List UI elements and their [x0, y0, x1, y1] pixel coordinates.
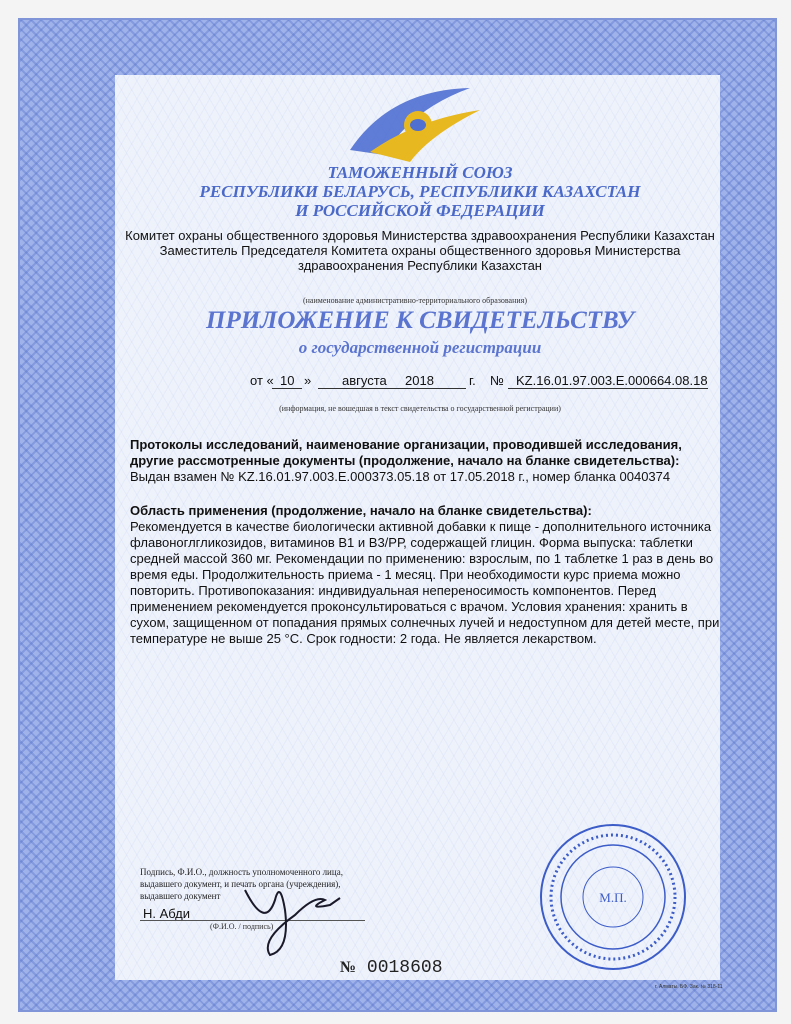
signature-text-1: Подпись, Ф.И.О., должность уполномоченного лица, [140, 867, 343, 877]
scope-line: повторить. Противопоказания: индивидуальная непереносимость компонентов. Перед [130, 583, 657, 598]
scope-line: средней массой 360 мг. Рекомендации по применению: взрослым, по 1 таблетке 1 раз в день во [130, 551, 714, 566]
number-label: № [490, 373, 504, 388]
signature-text-2: выдавшего документ, и печать органа (учреждения), [140, 879, 341, 889]
authority-line-1: Комитет охраны общественного здоровья Министерства здравоохранения Республики Казахстан [125, 228, 715, 243]
union-line-2: РЕСПУБЛИКИ БЕЛАРУСЬ, РЕСПУБЛИКИ КАЗАХСТАН [199, 182, 641, 201]
scope-section [130, 503, 720, 647]
scope-line: применением рекомендуется проконсультироваться с врачом. Условия хранения: хранить в [130, 599, 688, 614]
certificate-number: KZ.16.01.97.003.E.000664.08.18 [516, 373, 708, 388]
date-month: августа [342, 373, 387, 388]
union-line-1: ТАМОЖЕННЫЙ СОЮЗ [327, 163, 513, 182]
scope-line: флавоноглгликозидов, витаминов В1 и В3/РР, содержащей глицин. Форма выпуска: таблетки [130, 535, 693, 550]
scope-line: температуре не выше 25 °С. Срок годности: 2 года. Не является лекарством. [130, 631, 597, 646]
blank-number [340, 958, 443, 978]
day-underline [272, 388, 302, 389]
date-from-label: от « [250, 373, 274, 388]
print-info: г. Алматы. БФ. Зак. № 318-11 [655, 984, 723, 990]
signature-label: (Ф.И.О. / подпись) [210, 922, 274, 931]
signature-text-3: выдавшего документ [140, 891, 221, 901]
authority-caption: (наименование административно-территориального образования) [302, 296, 527, 305]
customs-union-emblem [330, 80, 490, 170]
signer-name: Н. Абди [143, 906, 190, 921]
protocols-heading-2: другие рассмотренные документы (продолжение, начало на бланке свидетельства): [130, 453, 680, 468]
protocols-text: Выдан взамен № KZ.16.01.97.003.E.000373.05.18 от 17.05.2018 г., номер бланка 0040374 [130, 469, 671, 484]
date-caption: (информация, не вошедшая в текст свидетельства о государственной регистрации) [279, 404, 561, 413]
number-underline [508, 388, 708, 389]
date-day: 10 [280, 373, 295, 388]
authority-line-3: здравоохранения Республики Казахстан [298, 258, 542, 273]
month-year-underline [318, 388, 466, 389]
protocols-heading-1: Протоколы исследований, наименование организации, проводившей исследования, [130, 437, 682, 452]
authority-line-2: Заместитель Председателя Комитета охраны общественного здоровья Министерства [159, 243, 681, 258]
seal-center-text: М.П. [599, 890, 627, 905]
official-seal [538, 822, 688, 972]
scope-heading: Область применения (продолжение, начало на бланке свидетельства): [130, 503, 592, 518]
document-title: ПРИЛОЖЕНИЕ К СВИДЕТЕЛЬСТВУ [206, 307, 634, 334]
blank-number-label: № [340, 959, 357, 976]
blank-number-value: 0018608 [366, 958, 443, 978]
date-year: 2018 [405, 373, 434, 388]
scope-line: время еды. Продолжительность приема - 1 месяц. При необходимости курс приема можно [130, 567, 681, 582]
document-subtitle: о государственной регистрации [298, 338, 542, 357]
scope-line: Рекомендуется в качестве биологически активной добавки к пище - дополнительного источника [130, 519, 712, 534]
handwritten-signature [235, 870, 345, 960]
date-close-quote: » [304, 373, 312, 388]
union-line-3: И РОССИЙСКОЙ ФЕДЕРАЦИИ [295, 201, 545, 220]
date-year-suffix: г. [469, 373, 476, 388]
protocols-section [130, 437, 720, 485]
scope-line: сухом, защищенном от попадания прямых солнечных лучей и недоступном для детей месте, при [130, 615, 720, 630]
issuing-authority [115, 228, 725, 273]
